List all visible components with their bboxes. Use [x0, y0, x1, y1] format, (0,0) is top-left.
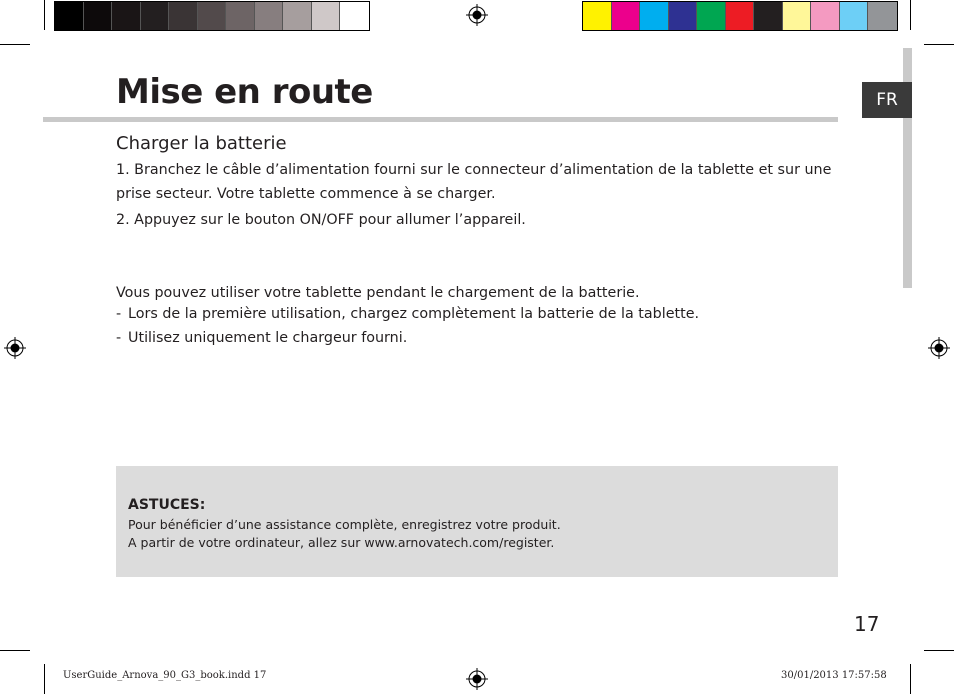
crop-mark [924, 44, 954, 45]
note-text: Vous pouvez utiliser votre tablette pendant le chargement de la batterie. [116, 285, 640, 301]
crop-mark [44, 664, 45, 694]
crop-mark [0, 44, 30, 45]
color-swatch [669, 2, 698, 30]
process-color-bar [582, 1, 898, 31]
grayscale-color-bar [54, 1, 370, 31]
crop-mark [910, 664, 911, 694]
color-swatch [255, 2, 284, 30]
color-swatch [840, 2, 869, 30]
step-2-text: 2. Appuyez sur le bouton ON/OFF pour allumer l’appareil. [116, 212, 526, 228]
section-heading: Charger la batterie [116, 133, 287, 154]
crop-mark [924, 650, 954, 651]
tips-title: ASTUCES: [128, 497, 206, 513]
bullet-text: Lors de la première utilisation, chargez complètement la batterie de la tablette. [128, 306, 700, 322]
color-swatch [312, 2, 341, 30]
color-swatch [754, 2, 783, 30]
color-swatch [583, 2, 612, 30]
color-swatch [84, 2, 113, 30]
color-swatch [640, 2, 669, 30]
title-rule [43, 117, 838, 122]
color-swatch [55, 2, 84, 30]
color-swatch [226, 2, 255, 30]
tips-line: Pour bénéficier d’une assistance complète, enregistrez votre produit. [128, 517, 561, 532]
registration-mark-icon [4, 337, 26, 359]
color-swatch [283, 2, 312, 30]
step-1-text: 1. Branchez le câble d’alimentation fourni sur le connecteur d’alimentation de la tablette et sur une prise secteur. Votre tablette commence à se charger. [116, 162, 832, 202]
page-number: 17 [854, 612, 880, 636]
color-swatch [811, 2, 840, 30]
crop-mark [44, 0, 45, 30]
crop-mark [910, 0, 911, 30]
color-swatch [112, 2, 141, 30]
slug-timestamp: 30/01/2013 17:57:58 [781, 670, 887, 681]
bullet-dash: - [116, 306, 122, 322]
bullet-item [116, 306, 699, 322]
registration-mark-icon [928, 337, 950, 359]
color-swatch [612, 2, 641, 30]
registration-mark-icon [466, 668, 488, 690]
tips-line: A partir de votre ordinateur, allez sur www.arnovatech.com/register. [128, 535, 555, 550]
slug-filename: UserGuide_Arnova_90_G3_book.indd 17 [63, 670, 267, 681]
color-swatch [169, 2, 198, 30]
language-tab: FR [862, 82, 912, 118]
color-swatch [868, 2, 897, 30]
color-swatch [198, 2, 227, 30]
page-title: Mise en route [116, 72, 373, 112]
color-swatch [340, 2, 369, 30]
color-swatch [697, 2, 726, 30]
bullet-item [116, 330, 407, 346]
color-swatch [141, 2, 170, 30]
crop-mark [0, 650, 30, 651]
color-swatch [726, 2, 755, 30]
color-swatch [783, 2, 812, 30]
tips-box [116, 466, 838, 577]
bullet-text: Utilisez uniquement le chargeur fourni. [128, 330, 408, 346]
bullet-dash: - [116, 330, 122, 346]
registration-mark-icon [466, 4, 488, 26]
